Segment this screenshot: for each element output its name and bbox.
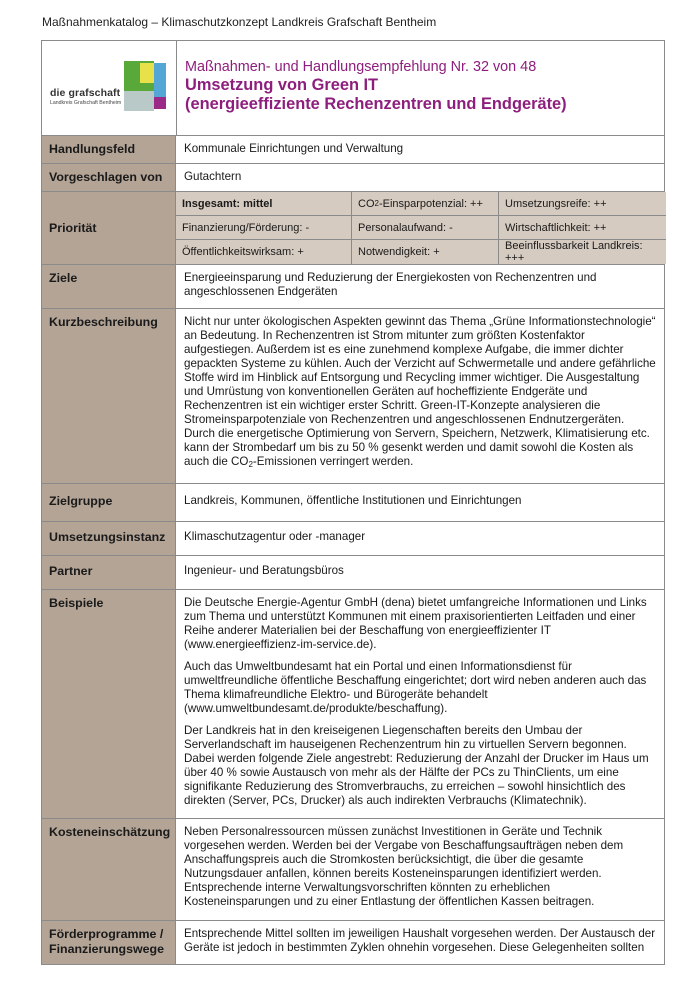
row-vorgeschlagen	[42, 164, 664, 192]
label-ziele: Ziele	[42, 265, 176, 308]
label-foerder-line2: Finanzierungswege	[49, 942, 164, 956]
row-handlungsfeld	[42, 136, 664, 164]
label-vorgeschlagen: Vorgeschlagen von	[42, 164, 176, 191]
value-beispiele	[176, 590, 664, 818]
header-text	[177, 41, 664, 135]
logo-yellow-square	[140, 63, 154, 83]
measure-number: Maßnahmen- und Handlungsempfehlung Nr. 32 von 48	[185, 59, 537, 75]
label-kurzbeschreibung: Kurzbeschreibung	[42, 309, 176, 483]
priority-cell: Notwendigkeit: +	[352, 240, 499, 264]
value-kosten: Neben Personalressourcen müssen zunächst Investitionen in Geräte und Technik vorgesehen werden. Werden bei der Vergabe von Beschaffungsaufträgen neben dem Anschaffungspreis auch die Stromkosten berücksichtigt, die über die gesamte Nutzungsdauer anfallen, können bereits Kosteneinsparungen identifiziert werden. Entsprechende interne Verwaltungsvorschriften könnten zu erheblichen Kosteneinsparungen und zu einer Entlastung der öffentlichen Kassen beitragen.	[184, 825, 624, 908]
measure-title-line1: Umsetzung von Green IT	[185, 76, 379, 94]
label-beispiele: Beispiele	[42, 590, 176, 818]
priority-cell: Wirtschaftlichkeit: ++	[499, 216, 666, 240]
value-partner: Ingenieur- und Beratungsbüros	[184, 564, 344, 577]
beispiele-paragraph: Auch das Umweltbundesamt hat ein Portal und einen Informationsdienst für umweltfreundliche öffentliche Beschaffung eingerichtet; dort wird neben anderen auch das Thema klimafreundliche Elektro- und Bürogeräte behandelt (www.umweltbundesamt.de/produkte/beschaffung).	[184, 660, 647, 715]
label-partner: Partner	[42, 556, 176, 589]
label-kosten: Kosteneinschätzung	[42, 819, 176, 920]
measure-title-line2: (energieeffiziente Rechenzentren und Endgeräte)	[185, 95, 567, 113]
label-handlungsfeld: Handlungsfeld	[42, 136, 176, 163]
row-zielgruppe	[42, 484, 664, 522]
row-foerder	[42, 921, 664, 965]
value-vorgeschlagen: Gutachtern	[184, 170, 242, 183]
label-umsetzungsinstanz: Umsetzungsinstanz	[42, 522, 176, 555]
logo	[42, 41, 177, 135]
logo-subline: Landkreis Grafschaft Bentheim	[50, 100, 122, 106]
logo-wordmark: die grafschaft	[50, 87, 121, 99]
label-foerder	[42, 921, 176, 964]
row-prioritaet	[42, 192, 664, 265]
label-prioritaet: Priorität	[42, 192, 176, 264]
row-partner	[42, 556, 664, 590]
priority-cell: Insgesamt: mittel	[176, 192, 352, 216]
value-umsetzungsinstanz: Klimaschutzagentur oder -manager	[184, 530, 366, 543]
priority-cell: Öffentlichkeitswirksam: +	[176, 240, 352, 264]
running-head: Maßnahmenkatalog – Klimaschutzkonzept Landkreis Grafschaft Bentheim	[42, 15, 437, 29]
priority-cell: Personalaufwand: -	[352, 216, 499, 240]
label-zielgruppe: Zielgruppe	[42, 484, 176, 521]
priority-cell: Umsetzungsreife: ++	[499, 192, 666, 216]
value-kurzbeschreibung: Nicht nur unter ökologischen Aspekten gewinnt das Thema „Grüne Informationstechnologie“ an Bedeutung. In Rechenzentren ist Strom mitunter zum größten Kostenfaktor aufgestiegen. Außerdem ist es eine zunehmend komplexe Aufgabe, die immer dichter gepackten Systeme zu kühlen. Auch der Verzicht auf Schwermetalle und andere gefährliche Stoffe wird im Hinblick auf Entsorgung und Recycling immer wichtiger. Die Ausgestaltung und Umrüstung von konventionellen Geräten auf hocheffiziente Endgeräte und Rechenzentren ist ein wichtiger erster Schritt. Green-IT-Konzepte analysieren die Stromeinsparpotenziale von Rechenzentren und angeschlossenen Endnutzergeräten. Durch die energetische Optimierung von Servern, Speichern, Netzwerk, Klimatisierung etc. kann der Strombedarf um bis zu 50 % gesenkt werden und damit sowohl die Kosten als auch die $CO_2$-Emissionen verringert werden.	[184, 315, 656, 469]
logo-purple-square	[154, 97, 166, 109]
label-foerder-line1: Förderprogramme /	[49, 927, 164, 941]
value-foerder: Entsprechende Mittel sollten im jeweiligen Haushalt vorgesehen werden. Der Austausch der Geräte ist jedoch in bestimmten Zyklen ohnehin vorgesehen. Diese Gelegenheiten sollten	[184, 927, 656, 954]
priority-cell: Finanzierung/Förderung: -	[176, 216, 352, 240]
measure-sheet	[41, 40, 665, 965]
row-umsetzungsinstanz	[42, 522, 664, 556]
beispiele-paragraph: Die Deutsche Energie-Agentur GmbH (dena) bietet umfangreiche Informationen und Links zum Thema und unterstützt Kommunen mit einem praxisorientierten Leitfaden und einer Reihe anderer Materialien bei der Beschaffung von energieeffizienter IT (www.energieeffizienz-im-service.de).	[184, 596, 647, 651]
row-kosten	[42, 819, 664, 921]
value-ziele: Energieeinsparung und Reduzierung der Energiekosten von Rechenzentren und angeschlossenen Endgeräten	[184, 271, 597, 298]
row-kurzbeschreibung	[42, 309, 664, 484]
priority-grid	[176, 192, 666, 264]
logo-grey-square	[124, 91, 154, 111]
sheet-header	[42, 41, 664, 136]
row-ziele	[42, 265, 664, 309]
value-zielgruppe: Landkreis, Kommunen, öffentliche Institutionen und Einrichtungen	[184, 494, 522, 507]
row-beispiele	[42, 590, 664, 819]
beispiele-paragraph: Der Landkreis hat in den kreiseigenen Liegenschaften bereits den Umbau der Serverlandschaft im hauseigenen Rechenzentrum hin zu virtuellen Servern begonnen. Dabei werden folgende Ziele angestrebt: Reduzierung der Anzahl der Drucker im Haus um über 40 % sowie Austausch von mehr als der Hälfte der PCs zu ThinClients, um eine signifikante Reduzierung des Stromverbrauchs, zu erreichen – sowohl hinsichtlich des direkten (Server, PCs, Drucker) als auch indirekten Verbrauchs (Klimatechnik).	[184, 724, 649, 807]
priority-cell: Beeinflussbarkeit Landkreis: +++	[499, 240, 666, 264]
priority-cell: CO 2 -Einsparpotenzial: ++	[352, 192, 499, 216]
value-handlungsfeld: Kommunale Einrichtungen und Verwaltung	[184, 142, 404, 155]
